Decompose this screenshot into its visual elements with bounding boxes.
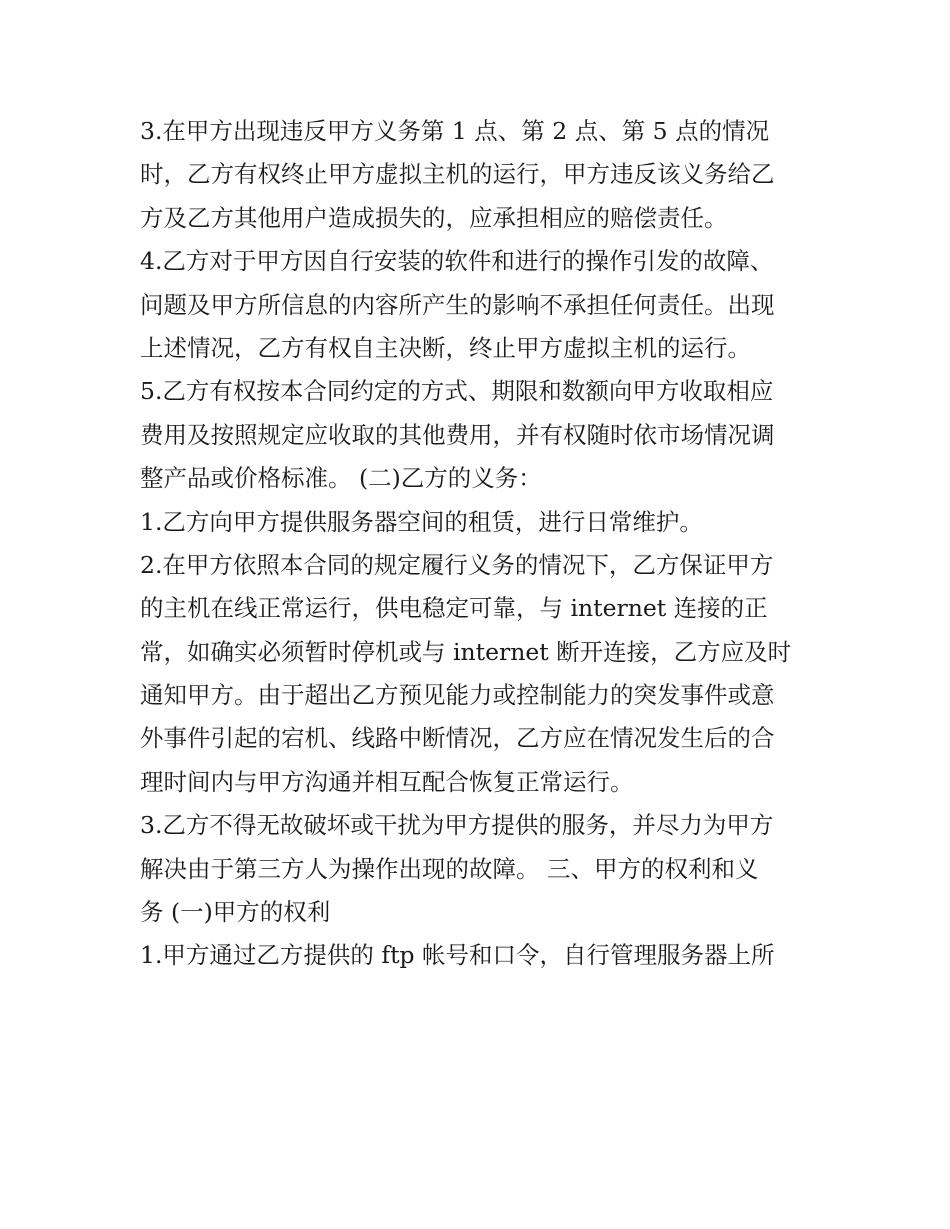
text-line: 务 (一)甲方的权利 — [140, 898, 331, 927]
text-line: 时，乙方有权终止甲方虚拟主机的运行，甲方违反该义务给乙 — [140, 160, 775, 189]
text-line: 1.乙方向甲方提供服务器空间的租赁，进行日常维护。 — [140, 507, 703, 536]
text-line: 的主机在线正常运行，供电稳定可靠，与 internet 连接的正 — [140, 594, 768, 623]
text-line: 问题及甲方所信息的内容所产生的影响不承担任何责任。出现 — [140, 290, 775, 319]
text-line: 上述情况，乙方有权自主决断，终止甲方虚拟主机的运行。 — [140, 333, 751, 362]
text-line: 理时间内与甲方沟通并相互配合恢复正常运行。 — [140, 767, 634, 796]
text-line: 3.乙方不得无故破坏或干扰为甲方提供的服务，并尽力为甲方 — [140, 811, 774, 840]
text-line: 3.在甲方出现违反甲方义务第 1 点、第 2 点、第 5 点的情况 — [140, 117, 770, 145]
text-line: 常，如确实必须暂时停机或与 internet 断开连接，乙方应及时 — [140, 637, 792, 666]
text-line: 1.甲方通过乙方提供的 ftp 帐号和口令，自行管理服务器上所 — [140, 941, 775, 970]
text-line: 解决由于第三方人为操作出现的故障。 三、甲方的权利和义 — [140, 854, 759, 883]
text-line: 2.在甲方依照本合同的规定履行义务的情况下，乙方保证甲方 — [140, 550, 774, 579]
document-body — [140, 110, 820, 978]
text-line: 费用及按照规定应收取的其他费用，并有权随时依市场情况调 — [140, 420, 775, 449]
text-line: 方及乙方其他用户造成损失的，应承担相应的赔偿责任。 — [140, 203, 728, 232]
text-line: 整产品或价格标准。 (二)乙方的义务： — [140, 464, 542, 493]
text-line: 4.乙方对于甲方因自行安装的软件和进行的操作引发的故障、 — [140, 247, 774, 276]
text-line: 外事件引起的宕机、线路中断情况，乙方应在情况发生后的合 — [140, 724, 775, 753]
text-line: 5.乙方有权按本合同约定的方式、期限和数额向甲方收取相应 — [140, 377, 774, 406]
text-line: 通知甲方。由于超出乙方预见能力或控制能力的突发事件或意 — [140, 681, 775, 710]
